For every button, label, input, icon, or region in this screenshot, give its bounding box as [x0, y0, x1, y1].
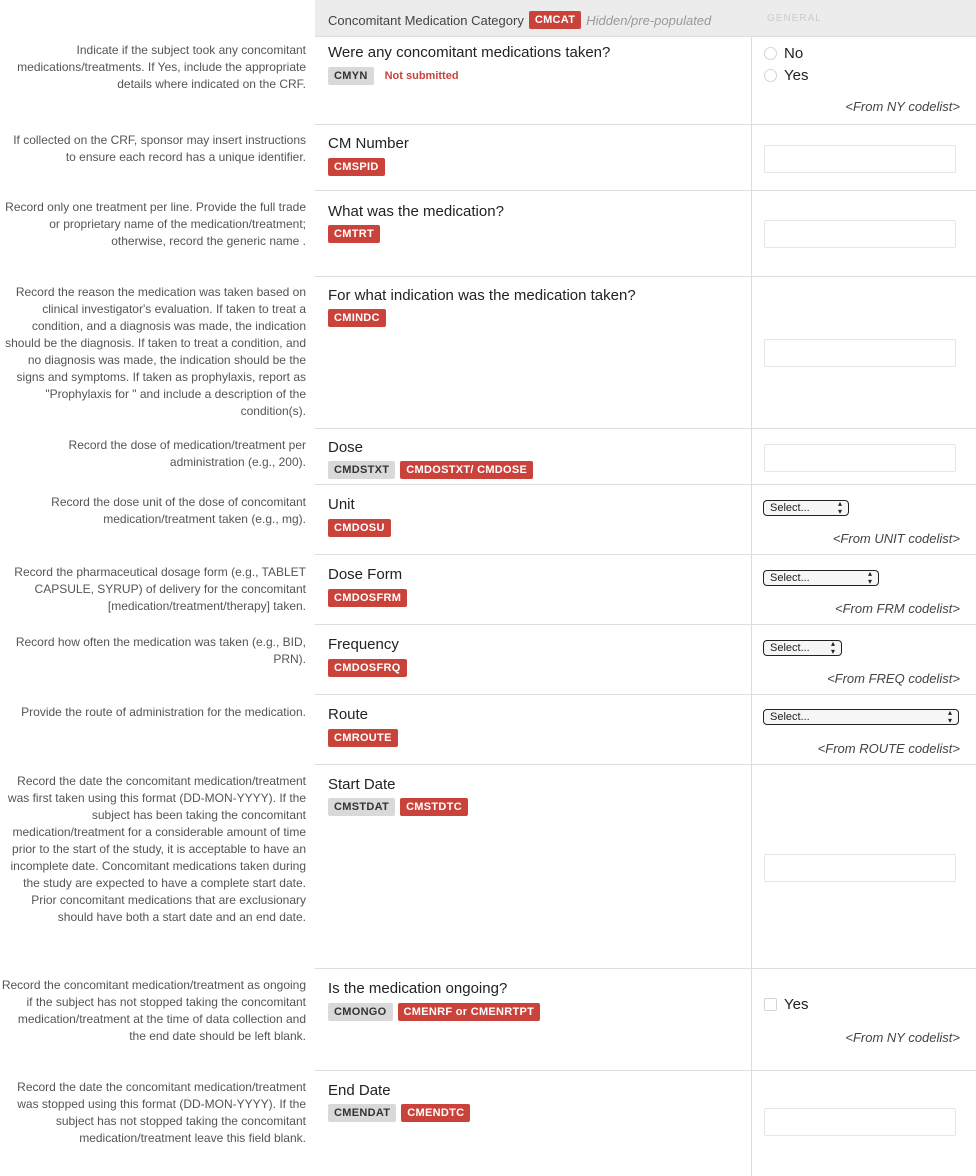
guide-text: Record the concomitant medication/treatment as ongoing if the subject has not stopped taking the concomitant medication/treatment at the time of data collection and the end date should be left blank. [1, 978, 306, 1043]
tag-group [328, 225, 380, 243]
tag-group [328, 309, 386, 327]
stepper-arrows-icon: ▴ ▾ [830, 639, 835, 656]
guide-text: Record the date the concomitant medication/treatment was stopped using this format (DD-MON-YYYY). If the subject has not stopped taking the concomitant medication/treatment leave this field blank. [17, 1080, 306, 1145]
question-label: Route [328, 706, 369, 723]
dose-form-select[interactable] [763, 570, 879, 586]
question-label: Were any concomitant medications taken? [328, 44, 611, 61]
question-row [315, 124, 976, 191]
select-value: Select... [770, 642, 810, 654]
radio-label: Yes [784, 67, 809, 84]
guide-text: Record the pharmaceutical dosage form (e.g., TABLET CAPSULE, SYRUP) of delivery for the concomitant [medication/treatment/therapy] taken. [14, 565, 306, 613]
sdtm-tag: CMDOSFRM [328, 589, 407, 607]
tag-group [328, 519, 391, 537]
question-label: Frequency [328, 636, 399, 653]
guide-text: Provide the route of administration for the medication. [21, 705, 306, 719]
header-note: Hidden/pre-populated [586, 12, 712, 28]
radio-circle-icon [764, 69, 777, 82]
start-date-input[interactable] [764, 854, 956, 882]
question-label: End Date [328, 1082, 391, 1099]
frequency-select[interactable] [763, 640, 842, 656]
question-label: Dose [328, 439, 364, 456]
codelist-note: <From NY codelist> [845, 1030, 960, 1045]
question-label: For what indication was the medication taken? [328, 287, 636, 304]
guide-text: Indicate if the subject took any concomitant medications/treatments. If Yes, include the appropriate details where indicated on the CRF. [17, 43, 306, 91]
sdtm-tag: CMTRT [328, 225, 380, 243]
question-row [315, 36, 976, 125]
medication-input[interactable] [764, 220, 956, 248]
guide-text: Record only one treatment per line. Provide the full trade or proprietary name of the medication/treatment; otherwise, record the generic name . [5, 200, 306, 248]
sdtm-tag: CMENDTC [401, 1104, 470, 1122]
codelist-note: <From UNIT codelist> [832, 531, 960, 546]
question-cell [315, 765, 752, 969]
tag-group [328, 1104, 470, 1122]
question-row [315, 624, 976, 695]
header-question-label: Concomitant Medication Category [328, 12, 524, 28]
question-row [315, 1070, 976, 1176]
tag-group [328, 1003, 540, 1021]
sdtm-tag: CMROUTE [328, 729, 398, 747]
stepper-arrows-icon: ▴ ▾ [867, 569, 872, 586]
form-header [315, 0, 976, 36]
stepper-arrows-icon: ▴ ▾ [947, 708, 952, 725]
guide-text: Record the reason the medication was taken based on clinical investigator's evaluation. If taken to treat a condition, and a diagnosis was made, the indication should be the diagnosis. If taken to treat a condition, and no diagnosis was made, the indication should be the signs and symptoms. If taken as prophylaxis, report as "Prophylaxis for " and include a description of the condition(s). [5, 285, 306, 418]
codelist-note: <From ROUTE codelist> [817, 741, 960, 756]
indication-input[interactable] [764, 339, 956, 367]
tag-group [328, 659, 407, 677]
cdash-tag: CMDSTXT [328, 461, 395, 479]
tag-group [328, 461, 533, 479]
question-label: Is the medication ongoing? [328, 980, 508, 997]
question-label: CM Number [328, 135, 409, 152]
end-date-input[interactable] [764, 1108, 956, 1136]
question-row [315, 190, 976, 277]
question-row [315, 554, 976, 625]
checkbox-icon [764, 998, 777, 1011]
ongoing-yes-checkbox[interactable] [764, 996, 808, 1013]
cdash-tag: CMONGO [328, 1003, 393, 1021]
guide-text: Record the dose of medication/treatment per administration (e.g., 200). [68, 438, 306, 469]
cm-number-input[interactable] [764, 145, 956, 173]
select-value: Select... [770, 711, 810, 723]
sdtm-tag: CMDOSU [328, 519, 391, 537]
radio-yes[interactable] [764, 67, 808, 84]
sdtm-tag: CMENRF or CMENRTPT [398, 1003, 541, 1021]
header-question [328, 11, 711, 29]
codelist-note: <From FRM codelist> [835, 601, 960, 616]
sdtm-tag: CMSTDTC [400, 798, 468, 816]
codelist-note: <From FREQ codelist> [827, 671, 960, 686]
question-label: What was the medication? [328, 203, 504, 220]
question-label: Dose Form [328, 566, 403, 583]
cdash-tag: CMYN [328, 67, 374, 85]
sdtm-tag: CMDOSTXT/ CMDOSE [400, 461, 533, 479]
tag-group [328, 158, 385, 176]
section-label: GENERAL [767, 13, 822, 24]
checkbox-label: Yes [784, 996, 809, 1013]
tag-group [328, 589, 407, 607]
select-value: Select... [770, 572, 810, 584]
guide-text: Record the date the concomitant medication/treatment was first taken using this format (DD-MON-YYYY). If the subject has been taking the concomitant medication/treatment for a considerable amount of time prior to the start of the study, it is acceptable to have an incomplete date. Concomitant medications taken during the study are expected to have a complete start date. Prior concomitant medications that are exclusionary should have both a start date and an end date. [7, 774, 306, 924]
guide-text: Record how often the medication was taken (e.g., BID, PRN). [15, 635, 306, 666]
dose-input[interactable] [764, 444, 956, 472]
question-row [315, 694, 976, 765]
sdtm-tag: CMDOSFRQ [328, 659, 407, 677]
sdtm-tag: CMSPID [328, 158, 385, 176]
radio-circle-icon [764, 47, 777, 60]
codelist-note: <From NY codelist> [845, 99, 960, 114]
question-label: Unit [328, 496, 355, 513]
unit-select[interactable] [763, 500, 849, 516]
header-tag: CMCAT [529, 11, 581, 29]
question-row [315, 428, 976, 485]
radio-label: No [784, 45, 804, 62]
stepper-arrows-icon: ▴ ▾ [837, 499, 842, 516]
guide-text: Record the dose unit of the dose of concomitant medication/treatment taken (e.g., mg). [51, 495, 306, 526]
question-row [315, 968, 976, 1071]
select-value: Select... [770, 502, 810, 514]
tag-group [328, 798, 468, 816]
sdtm-tag: CMINDC [328, 309, 386, 327]
question-label: Start Date [328, 776, 396, 793]
question-row [315, 276, 976, 429]
radio-no[interactable] [764, 45, 803, 62]
tag-group [328, 729, 398, 747]
guide-text: If collected on the CRF, sponsor may insert instructions to ensure each record has a unique identifier. [13, 133, 306, 164]
route-select[interactable] [763, 709, 959, 725]
question-row [315, 484, 976, 555]
status-badge: Not submitted [384, 70, 459, 82]
cdash-tag: CMENDAT [328, 1104, 396, 1122]
question-row [315, 764, 976, 969]
cdash-tag: CMSTDAT [328, 798, 395, 816]
tag-group [328, 67, 459, 85]
